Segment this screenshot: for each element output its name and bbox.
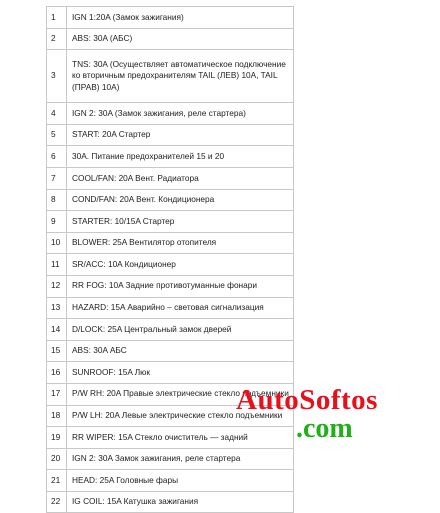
fuse-description-cell: IGN 2: 30A Замок зажигания, реле стартера — [67, 448, 294, 470]
fuse-description-cell: IGN 1:20A (Замок зажигания) — [67, 7, 294, 29]
table-row — [47, 405, 294, 427]
fuse-description-cell: COOL/FAN: 20A Вент. Радиатора — [67, 167, 294, 189]
fuse-number-cell: 6 — [47, 146, 67, 168]
fuse-number-cell: 10 — [47, 232, 67, 254]
table-row — [47, 124, 294, 146]
table-row — [47, 232, 294, 254]
fuse-number-cell: 22 — [47, 491, 67, 513]
table-row — [47, 448, 294, 470]
table-row — [47, 275, 294, 297]
fuse-description-cell: SR/ACC: 10A Кондиционер — [67, 254, 294, 276]
fuse-number-cell: 19 — [47, 427, 67, 449]
fuse-table-body — [47, 7, 294, 513]
table-row — [47, 254, 294, 276]
fuse-number-cell: 3 — [47, 50, 67, 103]
table-row — [47, 189, 294, 211]
table-row — [47, 470, 294, 492]
fuse-description-cell: SUNROOF: 15A Люк — [67, 362, 294, 384]
fuse-number-cell: 21 — [47, 470, 67, 492]
fuse-number-cell: 7 — [47, 167, 67, 189]
table-row — [47, 383, 294, 405]
fuse-description-cell: IGN 2: 30A (Замок зажигания, реле стартера) — [67, 103, 294, 125]
fuse-description-cell: START: 20A Стартер — [67, 124, 294, 146]
fuse-number-cell: 11 — [47, 254, 67, 276]
fuse-description-cell: 30A. Питание предохранителей 15 и 20 — [67, 146, 294, 168]
table-row — [47, 28, 294, 50]
table-row — [47, 167, 294, 189]
fuse-number-cell: 12 — [47, 275, 67, 297]
table-row — [47, 7, 294, 29]
fuse-number-cell: 4 — [47, 103, 67, 125]
fuse-number-cell: 13 — [47, 297, 67, 319]
table-row — [47, 340, 294, 362]
fuse-number-cell: 9 — [47, 211, 67, 233]
watermark-brand-text: AutoSoftos — [236, 384, 378, 416]
fuse-description-cell: ABS: 30A (АБС) — [67, 28, 294, 50]
table-row — [47, 319, 294, 341]
table-row — [47, 50, 294, 103]
table-row — [47, 103, 294, 125]
fuse-description-cell: P/W RH: 20A Правые электрические стекло подъемники — [67, 383, 294, 405]
table-row — [47, 427, 294, 449]
fuse-description-cell: D/LOCK: 25A Центральный замок дверей — [67, 319, 294, 341]
fuse-description-cell: RR WIPER: 15A Стекло очиститель — задний — [67, 427, 294, 449]
fuse-description-cell: IG COIL: 15A Катушка зажигания — [67, 491, 294, 513]
fuse-number-cell: 5 — [47, 124, 67, 146]
fuse-description-cell: ABS: 30A АБС — [67, 340, 294, 362]
fuse-description-cell: BLOWER: 25A Вентилятор отопителя — [67, 232, 294, 254]
fuse-number-cell: 18 — [47, 405, 67, 427]
fuse-number-cell: 15 — [47, 340, 67, 362]
fuse-number-cell: 16 — [47, 362, 67, 384]
table-row — [47, 362, 294, 384]
table-row — [47, 297, 294, 319]
fuse-description-cell: RR FOG: 10A Задние противотуманные фонари — [67, 275, 294, 297]
fuse-description-cell: HAZARD: 15A Аварийно – световая сигнализация — [67, 297, 294, 319]
table-row — [47, 211, 294, 233]
table-row — [47, 491, 294, 513]
fuse-number-cell: 17 — [47, 383, 67, 405]
fuse-number-cell: 20 — [47, 448, 67, 470]
watermark-domain-text: .com — [296, 413, 353, 444]
fuse-description-cell: P/W LH: 20A Левые электрические стекло подъемники — [67, 405, 294, 427]
fuse-number-cell: 14 — [47, 319, 67, 341]
fuse-description-cell: STARTER: 10/15A Стартер — [67, 211, 294, 233]
fuse-number-cell: 1 — [47, 7, 67, 29]
fuse-table — [46, 6, 294, 513]
fuse-number-cell: 8 — [47, 189, 67, 211]
table-row — [47, 146, 294, 168]
fuse-description-cell: COND/FAN: 20A Вент. Кондиционера — [67, 189, 294, 211]
fuse-description-cell: HEAD: 25A Головные фары — [67, 470, 294, 492]
fuse-description-cell: TNS: 30A (Осуществляет автоматическое подключение ко вторичным предохранителям TAIL (ЛЕВ) 10A, TAIL (ПРАВ) 10A) — [67, 50, 294, 103]
fuse-number-cell: 2 — [47, 28, 67, 50]
